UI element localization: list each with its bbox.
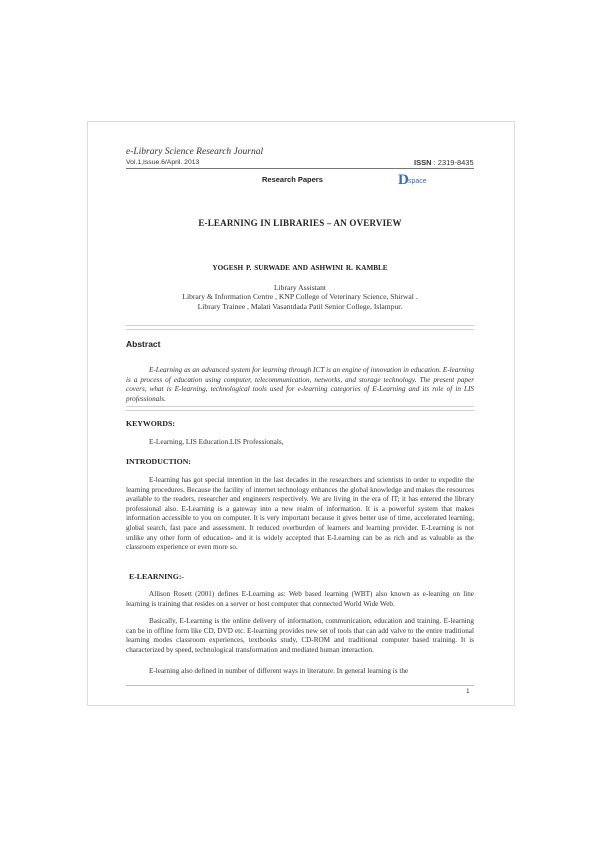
issn-label: ISSN <box>414 158 432 167</box>
issn <box>414 158 474 167</box>
volume-issue: Vol.1,Issue.6/April. 2013 <box>126 159 200 166</box>
affiliation-line: Library Assistant <box>273 283 327 292</box>
footer-rule <box>126 685 474 686</box>
issn-value: : 2319-8435 <box>433 158 474 167</box>
logo-letter: D <box>398 172 409 188</box>
header-rule <box>126 168 474 169</box>
keywords-heading: KEYWORDS: <box>126 419 175 428</box>
introduction-heading: INTRODUCTION: <box>126 457 191 466</box>
article-title: E-LEARNING IN LIBRARIES – AN OVERVIEW <box>198 218 402 228</box>
affiliations <box>87 283 513 311</box>
section-divider <box>126 406 474 411</box>
page-number: 1 <box>466 688 470 695</box>
logo-text: space <box>408 178 427 185</box>
keywords-text: E-Learning, LIS Education.LIS Professionals, <box>149 437 284 446</box>
elearning-paragraph: Basically, E-Learning is the online delivery of information, communication, education and training. E-learning can be in offline form like CD, DVD etc. E-learning provides new set of tools that can add valve to the entire traditional learning modes classroom experiences, textbooks study, CD-ROM and traditional computer based training. It is characterized by speed, technological transformation and mediated human interaction. <box>126 617 474 654</box>
introduction-paragraph: E-learning has got special intention in the last decades in the researchers and scientists in order to expedite the learning procedures. Because the facility of internet technology enhances the global knowledge and makes the resources available to the readers, researcher and engineers respectively. We are living in the era of IT; it has entered the library professional also. E-Learning is a gateway into a new realm of information. It is a powerful system that makes information accessible to you on computer. It is very important because it gives better use of time, accelerated learning, global search, fast pace and assessment. It reduced overburden of learners and learning provider. E-Learning is not unlike any other form of education- and it is widely accepted that E-Learning can be as rich and as valuable as the classroom experience or even more so. <box>126 476 474 552</box>
abstract-text: E-Learning as an advanced system for learning through ICT is an engine of innovation in education. E-learning is a process of education using computer, telecommunication, networks, and storage technology. The present paper covers, what is E-learning, technological tools used for e-learning categories of E-Learning and its role of in LIS professionals. <box>126 366 474 403</box>
section-divider <box>126 325 474 330</box>
abstract-heading: Abstract <box>126 339 161 349</box>
dspace-logo <box>398 173 440 189</box>
elearning-heading: E-LEARNING:- <box>129 572 185 581</box>
elearning-paragraph: Allison Rosett (2001) defines E-Learning as: Web based learning (WBT) also known as e-leaning on line learning is training that resides on a server or host computer that connected World Wide Web. <box>126 590 474 608</box>
affiliation-line: Library & Information Centre , KNP College of Veterinary Science, Shirwal . <box>182 292 418 302</box>
article-authors: YOGESH P. SURWADE AND ASHWINI R. KAMBLE <box>212 264 388 272</box>
section-label: Research Papers <box>262 175 323 184</box>
journal-name: e-Library Science Research Journal <box>126 147 264 157</box>
affiliation-line: Library Trainee , Malati Vasantdada Patil Senior College, Islampur. <box>197 301 403 311</box>
elearning-paragraph: E-learning also defined in number of different ways in literature. In general learning is the <box>149 667 409 675</box>
